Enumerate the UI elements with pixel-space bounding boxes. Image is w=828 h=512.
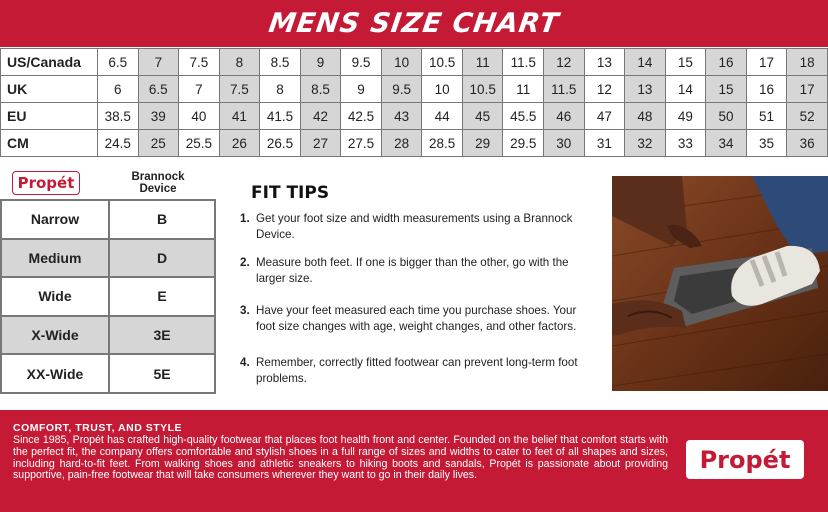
size-cell: 28: [381, 130, 422, 157]
size-cell: 16: [706, 49, 747, 76]
size-cell: 15: [706, 76, 747, 103]
size-cell: 44: [422, 103, 463, 130]
size-cell: 25.5: [179, 130, 220, 157]
size-conversion-table: [0, 48, 828, 157]
size-cell: 29: [462, 130, 503, 157]
size-cell: 6.5: [98, 49, 139, 76]
size-cell: 47: [584, 103, 625, 130]
brannock-device-header: Brannock Device: [131, 171, 185, 195]
header-banner: [0, 0, 828, 47]
footer-body-text: Since 1985, Propét has crafted high-quality footwear that places foot health front and center. Founded on the belief that comfort starts with the perfect fit, the company offers comfortable and stylish shoes in a full range of sizes and widths to cater to feet of all shapes and sizes, including hard-to-fit feet. From walking shoes and athletic sneakers to hiking boots and sandals, Propét is passionate about providing supportive, pain-free footwear that will take consumers wherever they want to go in their daily lives.: [13, 434, 668, 482]
width-code: 5E: [109, 354, 215, 393]
fit-tip-number: 3.: [240, 304, 250, 317]
fit-tips-title: FIT TIPS: [251, 183, 330, 203]
width-row: [1, 200, 215, 239]
size-cell: 8: [260, 76, 301, 103]
size-cell: 49: [665, 103, 706, 130]
size-row-label: US/Canada: [1, 49, 98, 76]
propet-logo-large: [686, 440, 804, 479]
logo-text: Propét: [17, 174, 75, 192]
size-cell: 34: [706, 130, 747, 157]
width-table: [0, 199, 216, 394]
logo-text: Propét: [699, 445, 791, 474]
size-cell: 48: [625, 103, 666, 130]
size-cell: 36: [787, 130, 828, 157]
fit-tip: [240, 355, 592, 387]
width-name: Narrow: [1, 200, 109, 239]
size-cell: 10: [422, 76, 463, 103]
size-cell: 8.5: [300, 76, 341, 103]
width-row: [1, 277, 215, 316]
page-title: MENS SIZE CHART: [266, 8, 562, 39]
fit-tip-text: Have your feet measured each time you purchase shoes. Your foot size changes with age, weight changes, and other factors.: [256, 304, 577, 333]
foot-measurement-photo: [612, 176, 828, 391]
size-cell: 33: [665, 130, 706, 157]
size-cell: 32: [625, 130, 666, 157]
size-cell: 10.5: [422, 49, 463, 76]
size-cell: 52: [787, 103, 828, 130]
size-cell: 31: [584, 130, 625, 157]
size-cell: 45.5: [503, 103, 544, 130]
size-cell: 14: [665, 76, 706, 103]
size-row: [1, 76, 828, 103]
size-row: [1, 49, 828, 76]
size-cell: 25: [138, 130, 179, 157]
fit-tip: [240, 255, 592, 287]
size-cell: 6: [98, 76, 139, 103]
width-code: E: [109, 277, 215, 316]
size-cell: 7.5: [179, 49, 220, 76]
size-cell: 15: [665, 49, 706, 76]
width-code: B: [109, 200, 215, 239]
size-cell: 17: [746, 49, 787, 76]
size-cell: 11: [462, 49, 503, 76]
footer-heading: COMFORT, TRUST, AND STYLE: [13, 422, 183, 434]
size-cell: 7: [138, 49, 179, 76]
size-cell: 29.5: [503, 130, 544, 157]
size-cell: 45: [462, 103, 503, 130]
fit-tip-number: 1.: [240, 212, 250, 225]
fit-tip-text: Remember, correctly fitted footwear can prevent long-term foot problems.: [256, 356, 578, 385]
width-name: Medium: [1, 239, 109, 278]
width-code: 3E: [109, 316, 215, 355]
size-row-label: EU: [1, 103, 98, 130]
fit-tip: [240, 211, 592, 243]
size-cell: 35: [746, 130, 787, 157]
width-row: [1, 239, 215, 278]
size-cell: 10: [381, 49, 422, 76]
fit-tip-text: Measure both feet. If one is bigger than the other, go with the larger size.: [256, 256, 569, 285]
width-row: [1, 316, 215, 355]
propet-logo-small: [12, 171, 80, 195]
size-cell: 17: [787, 76, 828, 103]
size-cell: 9.5: [381, 76, 422, 103]
size-cell: 51: [746, 103, 787, 130]
size-cell: 7: [179, 76, 220, 103]
size-cell: 8: [219, 49, 260, 76]
size-cell: 18: [787, 49, 828, 76]
fit-tip-number: 2.: [240, 256, 250, 269]
size-cell: 41.5: [260, 103, 301, 130]
size-row: [1, 103, 828, 130]
size-cell: 30: [544, 130, 585, 157]
size-cell: 8.5: [260, 49, 301, 76]
size-cell: 13: [625, 76, 666, 103]
size-cell: 24.5: [98, 130, 139, 157]
size-row-label: UK: [1, 76, 98, 103]
width-name: Wide: [1, 277, 109, 316]
size-cell: 28.5: [422, 130, 463, 157]
size-cell: 46: [544, 103, 585, 130]
width-name: X-Wide: [1, 316, 109, 355]
size-cell: 50: [706, 103, 747, 130]
size-cell: 26.5: [260, 130, 301, 157]
brannock-device-photo-illustration: [612, 176, 828, 391]
size-cell: 42.5: [341, 103, 382, 130]
size-cell: 7.5: [219, 76, 260, 103]
size-cell: 11.5: [503, 49, 544, 76]
fit-tip-text: Get your foot size and width measurements using a Brannock Device.: [256, 212, 573, 241]
size-cell: 41: [219, 103, 260, 130]
size-cell: 9: [341, 76, 382, 103]
size-cell: 12: [584, 76, 625, 103]
size-cell: 27: [300, 130, 341, 157]
size-cell: 42: [300, 103, 341, 130]
size-cell: 13: [584, 49, 625, 76]
width-row: [1, 354, 215, 393]
footer-band: [0, 410, 828, 512]
size-cell: 6.5: [138, 76, 179, 103]
width-code: D: [109, 239, 215, 278]
size-cell: 26: [219, 130, 260, 157]
size-cell: 11.5: [544, 76, 585, 103]
fit-tip-number: 4.: [240, 356, 250, 369]
size-cell: 40: [179, 103, 220, 130]
size-cell: 9.5: [341, 49, 382, 76]
size-row: [1, 130, 828, 157]
size-cell: 11: [503, 76, 544, 103]
size-cell: 27.5: [341, 130, 382, 157]
size-cell: 12: [544, 49, 585, 76]
size-cell: 9: [300, 49, 341, 76]
size-cell: 10.5: [462, 76, 503, 103]
size-cell: 16: [746, 76, 787, 103]
size-cell: 14: [625, 49, 666, 76]
width-name: XX-Wide: [1, 354, 109, 393]
size-cell: 43: [381, 103, 422, 130]
size-cell: 39: [138, 103, 179, 130]
size-row-label: CM: [1, 130, 98, 157]
fit-tip: [240, 303, 592, 335]
size-cell: 38.5: [98, 103, 139, 130]
